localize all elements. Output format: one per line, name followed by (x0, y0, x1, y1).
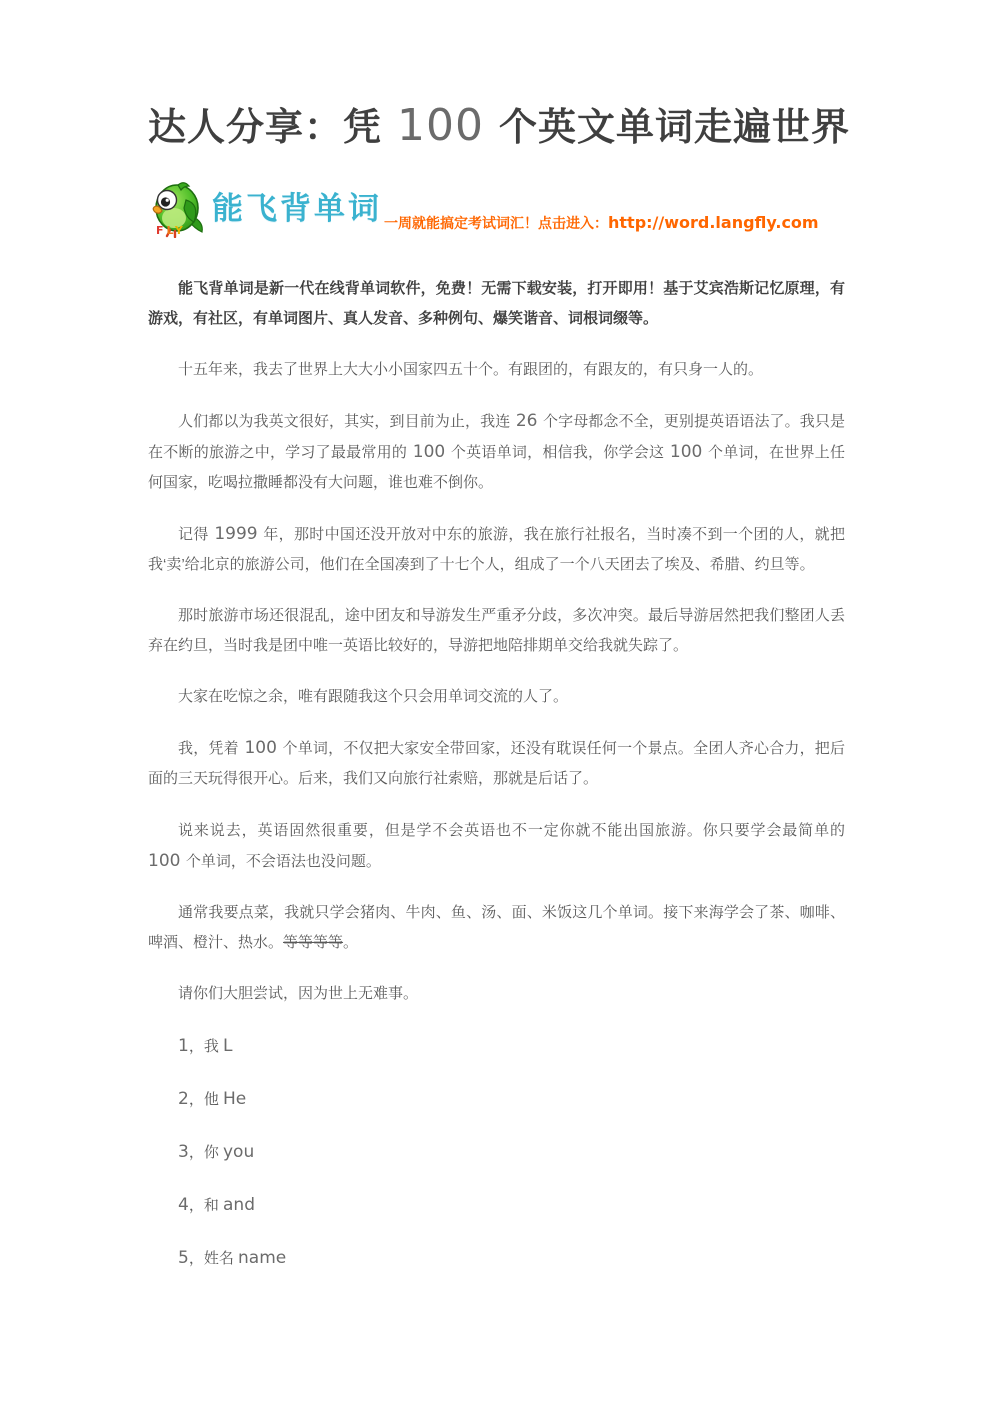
word-list-item: 3，你 you (178, 1142, 255, 1162)
parrot-mascot-icon (148, 178, 208, 238)
paragraph: 我，凭着 100 个单词，不仅把大家安全带回家，还没有耽误任何一个景点。全团人齐心合力，把后面的三天玩得很开心。后来，我们又向旅行社索赔，那就是后话了。 (148, 738, 845, 787)
paragraph: 说来说去，英语固然很重要，但是学不会英语也不一定你就不能出国旅游。你只要学会最简单的 100 个单词，不会语法也没问题。 (148, 822, 845, 871)
paragraph: 十五年来，我去了世界上大大小小国家四五十个。有跟团的，有跟友的，有只身一人的。 (178, 361, 764, 378)
paragraph: 能飞背单词是新一代在线背单词软件，免费！无需下载安装，打开即用！基于艾宾浩斯记忆原理，有游戏，有社区，有单词图片、真人发音、多种例句、爆笑谐音、词根词缀等。 (148, 280, 845, 327)
word-list-item: 4，和 and (178, 1195, 255, 1215)
word-list-item: 5，姓名 name (178, 1248, 287, 1268)
page-title: 达人分享：凭 100 个英文单词走遍世界 (148, 100, 850, 151)
word-list-item: 1，我 L (178, 1036, 233, 1056)
brand-header (148, 176, 845, 238)
article-body (148, 274, 845, 1274)
tagline-link[interactable]: http://word.langfly.com (608, 213, 819, 232)
word-list-item: 2，他 He (178, 1089, 247, 1109)
brand-logo-text: 能飞背单词 (212, 191, 382, 226)
paragraph: 那时旅游市场还很混乱，途中团友和导游发生严重矛分歧，多次冲突。最后导游居然把我们整团人丢弃在约旦，当时我是团中唯一英语比较好的，导游把地陪排期单交给我就失踪了。 (148, 607, 845, 654)
fly-letters: FLY (156, 224, 186, 237)
paragraph: 记得 1999 年，那时中国还没开放对中东的旅游，我在旅行社报名，当时凑不到一个团的人，就把我‘卖’给北京的旅游公司，他们在全国凑到了十七个人，组成了一个八天团去了埃及、希腊、约旦等。 (148, 524, 845, 573)
paragraph: 请你们大胆尝试，因为世上无难事。 (178, 985, 419, 1002)
paragraph: 人们都以为我英文很好，其实，到目前为止，我连 26 个字母都念不全，更别提英语语法了。我只是在不断的旅游之中，学习了最最常用的 100 个英语单词，相信我，你学会这 100 个单词，在世界上任何国家，吃喝拉撒睡都没有大问题，谁也难不倒你。 (148, 411, 845, 491)
paragraph: 通常我要点菜，我就只学会猪肉、牛肉、鱼、汤、面、米饭这几个单词。接下来海学会了茶、咖啡、啤酒、橙汁、热水。等等等等。 (148, 904, 845, 951)
tagline-text: 一周就能搞定考试词汇！点击进入： (384, 215, 608, 231)
brand-tagline (384, 213, 819, 238)
paragraph: 大家在吃惊之余，唯有跟随我这个只会用单词交流的人了。 (178, 688, 569, 705)
